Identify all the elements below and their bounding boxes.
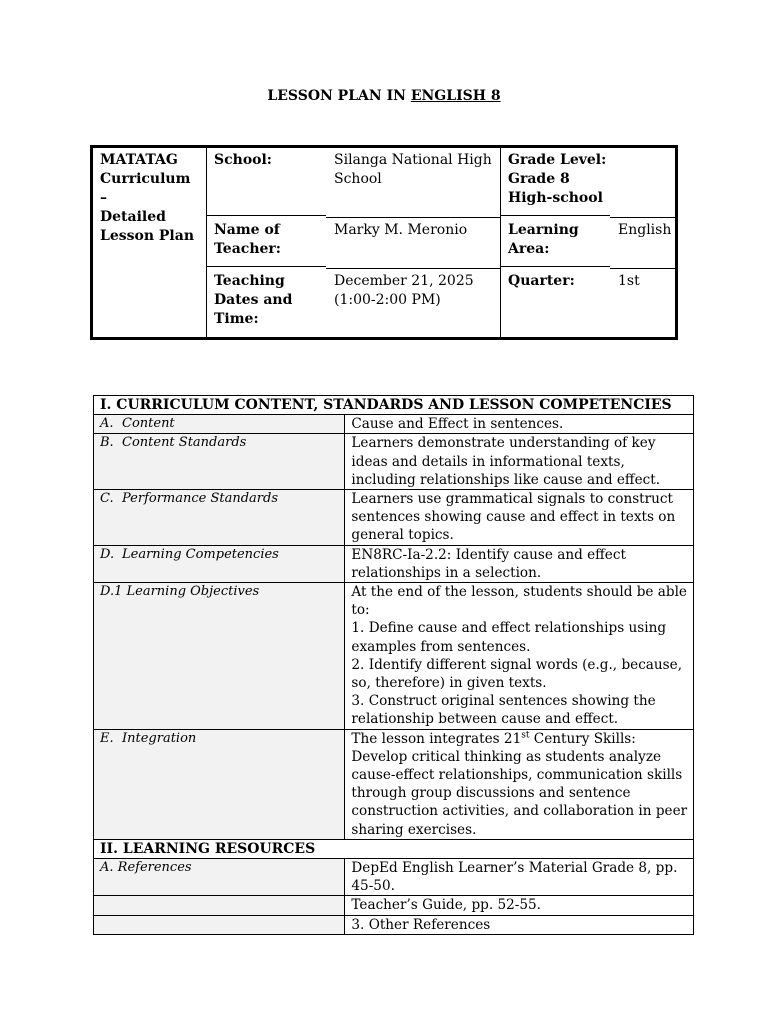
teaching-dates-line: Teaching [214, 273, 285, 289]
lesson-header-table [90, 145, 678, 340]
table-row [94, 915, 694, 934]
row-index: D. [100, 546, 115, 562]
learning-area-label [503, 219, 608, 261]
value-line: relationships in a selection. [351, 564, 542, 581]
teaching-dates-value-line: (1:00-2:00 PM) [334, 292, 441, 308]
row-index: E. [100, 730, 114, 746]
empty-label-cell [94, 896, 345, 915]
section-1-heading: I. CURRICULUM CONTENT, STANDARDS AND LESSON COMPETENCIES [94, 396, 694, 415]
header-divider [500, 266, 610, 267]
performance-standards-value [345, 490, 694, 546]
empty-label-cell [94, 915, 345, 934]
integration-value [345, 729, 694, 839]
row-label: Performance Standards [122, 491, 279, 507]
value-line: sentences showing cause and effect in texts on [351, 509, 676, 526]
value-line: including relationships like cause and effect. [351, 471, 661, 488]
teacher-value: Marky M. Meronio [334, 222, 468, 238]
school-label: School: [214, 152, 272, 168]
table-row [94, 583, 694, 730]
integration-text: Century Skills: [529, 730, 636, 747]
teaching-dates-value-line: December 21, 2025 [334, 273, 474, 289]
teaching-dates-label [209, 270, 324, 331]
row-label: Content [122, 416, 175, 432]
title-subject: ENGLISH 8 [410, 88, 501, 104]
header-divider [610, 217, 675, 218]
plan-type-line: Detailed [100, 209, 166, 225]
value-line: construction activities, and collaboration in peer [351, 803, 688, 820]
value-line: 45-50. [351, 878, 395, 895]
learning-objectives-label: D.1 Learning Objectives [94, 583, 345, 730]
curriculum-table [93, 395, 694, 935]
value-line: ideas and details in informational texts, [351, 453, 625, 470]
ordinal-suffix: st [521, 730, 530, 741]
header-divider [326, 268, 500, 269]
section-2-heading: II. LEARNING RESOURCES [94, 839, 694, 858]
learning-objectives-value [345, 583, 694, 730]
row-index: A. [100, 416, 114, 432]
value-line: cause-effect relationships, communication skills [351, 767, 683, 784]
content-label [94, 415, 345, 434]
value-line: Learners use grammatical signals to construct [351, 491, 673, 508]
school-value-line: School [334, 171, 382, 187]
value-line: Develop critical thinking as students analyze [351, 748, 662, 765]
header-divider [326, 217, 500, 218]
value-line: DepEd English Learner’s Material Grade 8, pp. [351, 860, 678, 877]
table-row [94, 859, 694, 896]
section-heading-row [94, 839, 694, 858]
value-line: relationship between cause and effect. [351, 711, 619, 728]
other-references-value: 3. Other References [345, 915, 694, 934]
quarter-label: Quarter: [508, 273, 575, 289]
value-line: At the end of the lesson, students should be able [351, 584, 687, 601]
teaching-dates-line: Time: [214, 311, 259, 327]
value-line: so, therefore) in given texts. [351, 675, 547, 692]
header-divider [610, 268, 675, 269]
grade-level-line: Grade 8 [508, 171, 570, 187]
table-row [94, 415, 694, 434]
plan-type-line: MATATAG [100, 152, 178, 168]
value-line: general topics. [351, 527, 454, 544]
value-line: Learners demonstrate understanding of key [351, 435, 656, 452]
references-label: A. References [94, 859, 345, 896]
value-line: 1. Define cause and effect relationships using [351, 620, 667, 637]
grade-level-line: High-school [508, 190, 603, 206]
title-prefix: LESSON PLAN IN [267, 88, 411, 104]
performance-standards-label [94, 490, 345, 546]
header-divider [500, 148, 501, 337]
header-divider [500, 215, 610, 216]
learning-area-line: Learning [508, 222, 579, 238]
integration-label [94, 729, 345, 839]
row-index: B. [100, 435, 114, 451]
value-line: Cause and Effect in sentences. [351, 416, 564, 433]
quarter-value: 1st [618, 273, 640, 289]
references-value [345, 859, 694, 896]
grade-level-line: Grade Level: [508, 152, 607, 168]
value-line: 3. Construct original sentences showing the [351, 693, 656, 710]
teaching-dates-line: Dates and [214, 292, 293, 308]
teacher-label-line: Teacher: [214, 241, 281, 257]
teacher-label-line: Name of [214, 222, 280, 238]
value-line: 2. Identify different signal words (e.g., because, [351, 656, 683, 673]
table-row [94, 729, 694, 839]
row-label: Integration [122, 730, 197, 746]
learning-area-value: English [618, 222, 672, 238]
table-row [94, 434, 694, 490]
value-line: examples from sentences. [351, 638, 531, 655]
teacher-label [209, 219, 324, 261]
content-standards-value [345, 434, 694, 490]
table-row [94, 545, 694, 582]
school-value-line: Silanga National High [334, 152, 492, 168]
learning-competencies-value [345, 545, 694, 582]
plan-type-line: Curriculum – [100, 171, 191, 206]
value-line [351, 730, 689, 748]
teaching-dates-value [329, 270, 499, 312]
grade-level-label [503, 149, 673, 210]
value-line: to: [351, 602, 370, 619]
header-divider [206, 266, 326, 267]
school-value [329, 149, 499, 191]
value-line: EN8RC-Ia-2.2: Identify cause and effect [351, 546, 626, 563]
learning-area-line: Area: [508, 241, 550, 257]
header-divider [206, 148, 207, 337]
header-divider [206, 215, 326, 216]
plan-type-label [95, 149, 205, 248]
row-label: Learning Competencies [122, 546, 279, 562]
teachers-guide-value: Teacher’s Guide, pp. 52-55. [345, 896, 694, 915]
row-label: Content Standards [122, 435, 247, 451]
plan-type-line: Lesson Plan [100, 228, 195, 244]
learning-competencies-label [94, 545, 345, 582]
table-row [94, 896, 694, 915]
content-value [345, 415, 694, 434]
document-title [0, 87, 768, 105]
integration-text: The lesson integrates 21 [351, 730, 522, 747]
value-line: sharing exercises. [351, 821, 477, 838]
section-heading-row [94, 396, 694, 415]
value-line: through group discussions and sentence [351, 785, 631, 802]
content-standards-label [94, 434, 345, 490]
table-row [94, 490, 694, 546]
row-index: C. [100, 491, 114, 507]
